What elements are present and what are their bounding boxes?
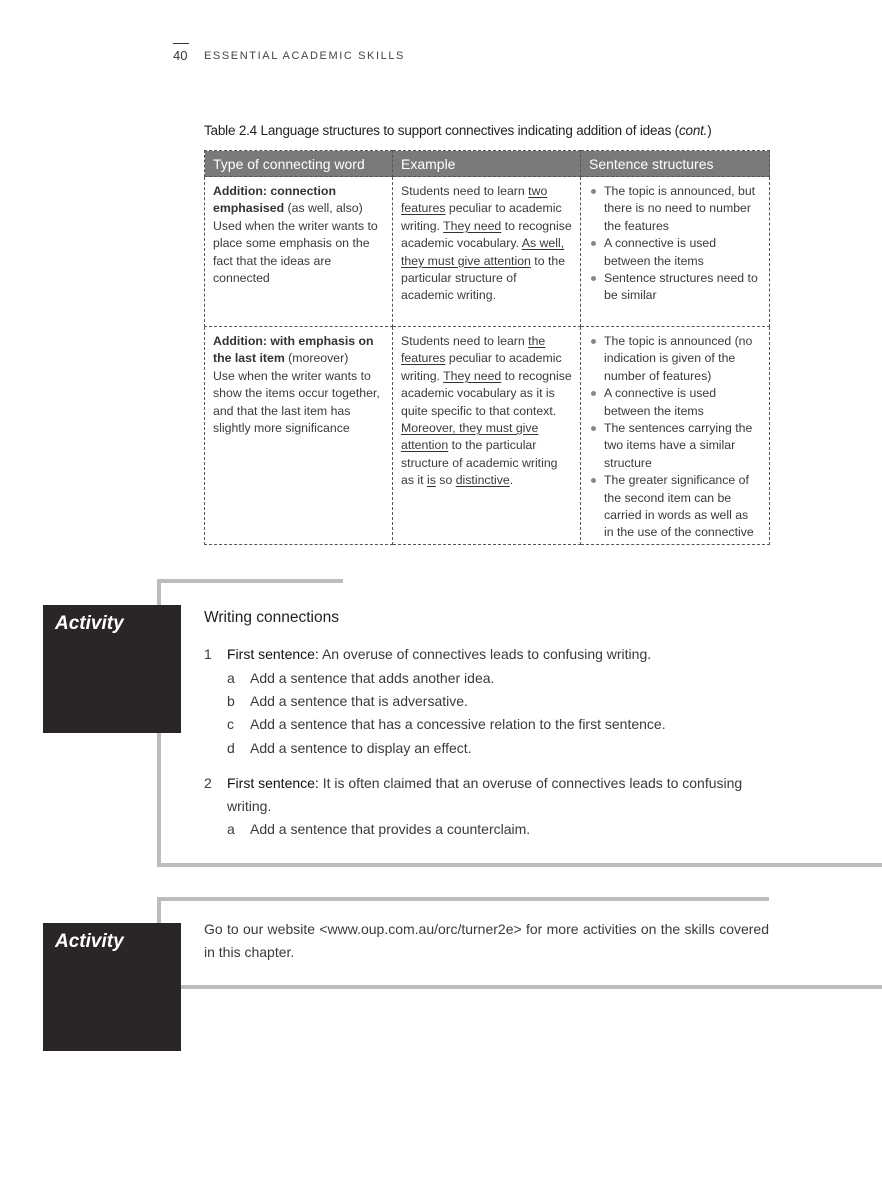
- structures-list: [589, 333, 761, 542]
- activity2-frame-bottom: [181, 985, 882, 989]
- question-lead: First sentence:: [227, 646, 319, 662]
- activity2-frame-top: [157, 897, 769, 901]
- table-row: [205, 177, 770, 327]
- question-lead: First sentence:: [227, 775, 319, 791]
- sub-letter: a: [227, 670, 235, 686]
- example-underlined: They need: [443, 368, 502, 383]
- question-body: An overuse of connectives leads to confusing writing.: [318, 646, 652, 662]
- sub-letter: a: [227, 821, 235, 837]
- structure-item: The sentences carrying the two items have a similar structure: [589, 420, 761, 472]
- example-text: so: [435, 473, 456, 488]
- header-rule: [173, 43, 189, 44]
- sub-letter: d: [227, 740, 235, 756]
- example-text: to recognise academic vocabulary.: [401, 218, 572, 251]
- sub-text: Add a sentence that provides a counterclaim.: [250, 821, 531, 837]
- activity2-text: Go to our website <www.oup.com.au/orc/turner2e> for more activities on the skills covered in this chapter.: [204, 921, 769, 960]
- example-cell: [393, 327, 581, 545]
- structures-cell: [581, 177, 770, 327]
- activity1-frame-bottom: [157, 863, 882, 867]
- type-examples: (moreover): [284, 351, 349, 366]
- type-term: Addition: connection emphasised: [213, 184, 336, 216]
- structures-list: [589, 183, 761, 305]
- question-number: 1: [204, 646, 212, 662]
- structure-item: The topic is announced, but there is no need to number the features: [589, 183, 761, 235]
- activity1-title: Writing connections: [204, 609, 339, 626]
- example-text: to the particular structure of academic writing.: [401, 253, 566, 303]
- example-text: peculiar to academic writing.: [401, 351, 562, 383]
- example-underlined: Moreover, they must give attention: [401, 421, 539, 453]
- table-caption: [204, 123, 712, 138]
- sub-text: Add a sentence that has a concessive relation to the first sentence.: [250, 716, 666, 732]
- example-underlined: As well, they must give attention: [401, 236, 565, 268]
- structure-item: Sentence structures need to be similar: [589, 270, 761, 305]
- activity2-box: [43, 923, 181, 1051]
- table-caption-cont: cont.: [678, 123, 708, 138]
- sub-text: Add a sentence to display an effect.: [250, 740, 472, 756]
- structures-cell: [581, 327, 770, 545]
- type-description: Used when the writer wants to place some emphasis on the fact that the ideas are connected: [213, 218, 378, 286]
- structure-item: The topic is announced (no indication is given of the number of features): [589, 333, 761, 385]
- activity1-box: [43, 605, 181, 733]
- page-number: 40: [173, 48, 188, 63]
- example-text: to recognise academic vocabulary as it is quite specific to that context.: [401, 368, 572, 418]
- example-cell: [393, 177, 581, 327]
- sub-text: Add a sentence that adds another idea.: [250, 670, 495, 686]
- question-body: It is often claimed that an overuse of connectives leads to confusing writing.: [227, 775, 743, 814]
- type-description: Use when the writer wants to show the items occur together, and that the last item has slightly more significance: [213, 368, 380, 436]
- question-number: 2: [204, 775, 212, 791]
- example-text: to the particular structure of academic writing as it: [401, 438, 558, 488]
- running-head: ESSENTIAL ACADEMIC SKILLS: [204, 50, 405, 62]
- type-term: Addition: with emphasis on the last item: [213, 334, 374, 366]
- sub-letter: b: [227, 693, 235, 709]
- table-caption-main: Table 2.4 Language structures to support connectives indicating addition of ideas (: [204, 123, 679, 138]
- language-structures-table: [204, 150, 770, 545]
- example-underlined: They need: [443, 218, 502, 233]
- table-header-row: [205, 151, 770, 177]
- activity1-frame-top: [157, 579, 343, 583]
- sub-text: Add a sentence that is adversative.: [250, 693, 468, 709]
- example-text: .: [509, 473, 514, 488]
- header-type: Type of connecting word: [205, 151, 393, 177]
- example-underlined: distinctive: [455, 473, 510, 488]
- table-row: [205, 327, 770, 545]
- structure-item: The greater significance of the second item can be carried in words as well as in the use of the connective: [589, 472, 761, 542]
- example-underlined: two features: [401, 184, 548, 216]
- example-text: Students need to learn: [401, 334, 529, 348]
- activity2-label: Activity: [55, 931, 124, 952]
- type-examples: (as well, also): [284, 201, 363, 216]
- type-cell: [205, 177, 393, 327]
- example-underlined: the features: [401, 334, 546, 366]
- question-text: [227, 772, 767, 818]
- type-cell: [205, 327, 393, 545]
- structure-item: A connective is used between the items: [589, 385, 761, 420]
- question-text: [227, 643, 767, 666]
- sub-letter: c: [227, 716, 234, 732]
- table-caption-close: ): [707, 123, 712, 138]
- header-example: Example: [393, 151, 581, 177]
- activity1-label: Activity: [55, 613, 124, 634]
- structure-item: A connective is used between the items: [589, 235, 761, 270]
- example-text: peculiar to academic writing.: [401, 201, 562, 233]
- example-underlined: is: [426, 473, 436, 488]
- header-structures: Sentence structures: [581, 151, 770, 177]
- example-text: Students need to learn: [401, 184, 529, 198]
